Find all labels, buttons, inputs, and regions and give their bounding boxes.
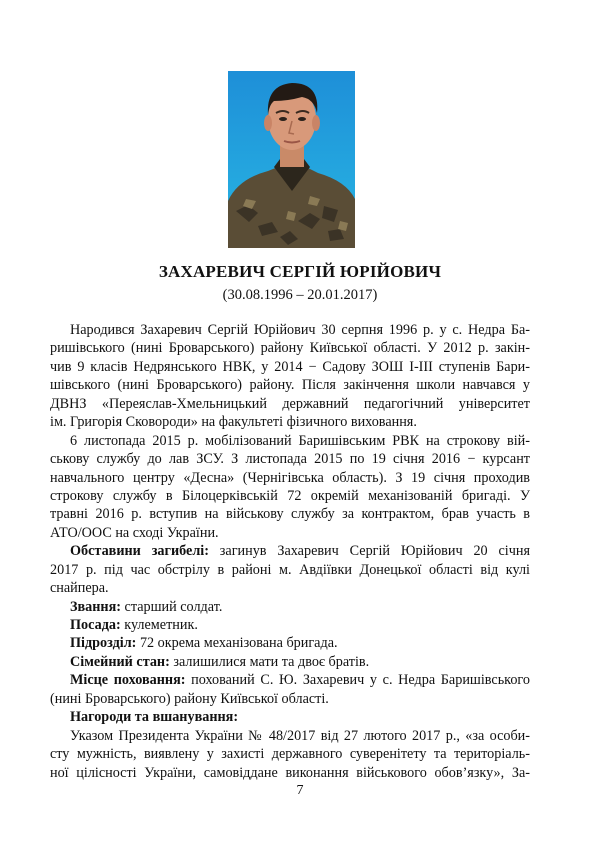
rank-entry — [70, 598, 530, 616]
family-label: Сімейний стан: — [70, 653, 170, 670]
death-circumstances — [50, 542, 530, 597]
text-line: шівського (нині Броварського) району. Після закінчення школи навчався у — [50, 377, 530, 394]
person-name: ЗАХАРЕВИЧ СЕРГІЙ ЮРІЙОВИЧ — [158, 262, 442, 281]
text-line: сту мужність, виявлену у захисті державного суверенітету та територіаль- — [50, 746, 530, 763]
text-line: ім. Григорія Сковороди» на факультеті фізичного виховання. — [50, 414, 417, 431]
rank-label: Звання: — [70, 598, 121, 615]
burial-text: похований С. Ю. Захаревич у с. Недра Баришівського — [185, 672, 530, 689]
text-line: снайпера. — [50, 580, 109, 597]
text-line — [70, 616, 530, 634]
unit-entry — [70, 634, 530, 652]
text-line: 6 листопада 2015 р. мобілізований Баришівським РВК на строкову вій- — [70, 432, 530, 449]
family-value: залишилися мати та двоє братів. — [169, 653, 370, 670]
text-line — [70, 653, 530, 671]
position-label: Посада: — [70, 617, 121, 633]
text-line: чив 9 класів Недрянського НВК, у 2014 − Садову ЗОШ І-ІІІ ступенів Бари- — [50, 358, 530, 375]
unit-label: Підрозділ: — [70, 635, 137, 652]
awards-entry — [50, 708, 530, 782]
text-line: Народився Захаревич Сергій Юрійович 30 серпня 1996 р. у с. Недра Ба- — [70, 322, 530, 338]
death-label: Обставини загибелі: — [70, 543, 209, 560]
text-line: навчального центру «Десна» (Чернігівська область). З 19 січня проходив — [50, 469, 530, 486]
awards-label: Нагороди та вшанування: — [70, 709, 239, 726]
portrait-photo — [228, 71, 355, 248]
text-line: травні 2016 р. вступив на військову службу за контрактом, брав участь в — [50, 506, 530, 523]
text-line — [70, 708, 530, 726]
text-line: ришівського (нині Броварського) району Київської області. У 2012 р. закін- — [50, 340, 530, 357]
family-entry — [70, 653, 530, 671]
text-line — [70, 598, 530, 616]
text-line — [70, 634, 530, 652]
text-line: Указом Президента України № 48/2017 від 27 лютого 2017 р., «за особи- — [70, 727, 530, 744]
burial-entry — [50, 671, 530, 708]
position-value: кулеметник. — [120, 617, 198, 633]
text-line: 2017 р. під час обстрілу в районі м. Авдіївки Донецької області від кулі — [50, 561, 530, 578]
unit-value: 72 окрема механізована бригада. — [136, 635, 338, 652]
biography-text — [50, 321, 530, 782]
position-entry — [70, 616, 530, 634]
text-line: ДВНЗ «Переяслав-Хмельницький державний педагогічний університет — [50, 395, 530, 412]
bio-paragraph-2 — [50, 432, 530, 543]
bio-paragraph-1 — [50, 321, 530, 432]
death-text: загинув Захаревич Сергій Юрійович 20 січня — [208, 543, 530, 560]
text-line: строкову службу в Білоцерківській 72 окремій механізованій бригаді. У — [50, 487, 530, 504]
text-line: ськову службу до лав ЗСУ. З листопада 2015 по 19 січня 2016 − курсант — [50, 451, 530, 468]
text-line: (нині Броварського) району Київської області. — [50, 690, 329, 707]
page-number: 7 — [296, 783, 304, 798]
text-line — [70, 671, 530, 689]
life-dates: (30.08.1996 – 20.01.2017) — [222, 287, 378, 303]
text-line — [70, 542, 530, 560]
burial-label: Місце поховання: — [70, 672, 186, 689]
text-line: АТО/ООС на сході України. — [50, 524, 219, 541]
rank-value: старший солдат. — [121, 598, 223, 615]
text-line: ної цілісності України, самовіддане виконання військового обов’язку», За- — [50, 764, 530, 781]
